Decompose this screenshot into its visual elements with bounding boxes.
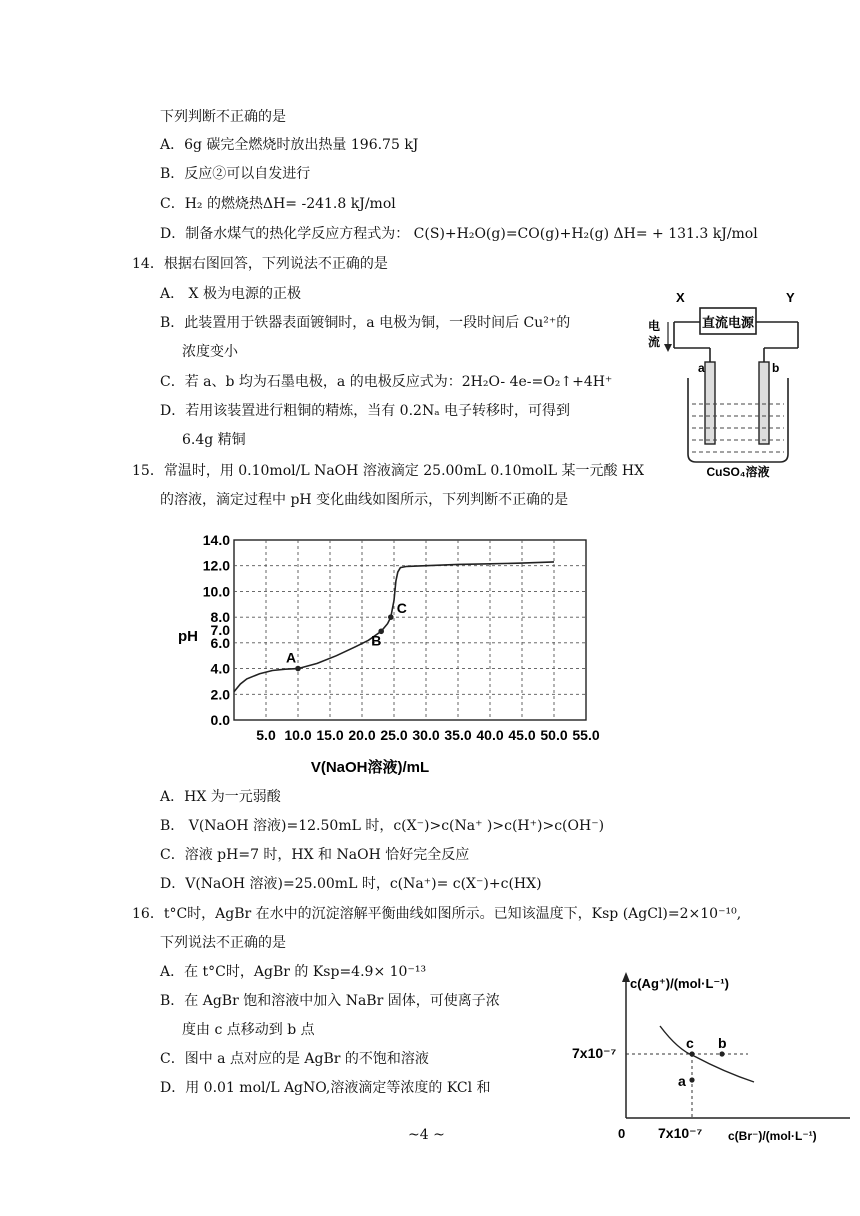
x-axis-label: V(NaOH溶液)/mL xyxy=(310,759,430,776)
q13-option-d: D．制备水煤气的热化学反应方程式为： C(S)+H₂O(g)=CO(g)+H₂(g) ΔH= + 131.3 kJ/mol xyxy=(160,226,758,242)
point-b-label: b xyxy=(718,1035,727,1051)
current-label-1: 电 xyxy=(648,319,661,333)
q16-option-a: A．在 t°C时，AgBr 的 Ksp=4.9× 10⁻¹³ xyxy=(160,964,427,980)
solution-label: CuSO₄溶液 xyxy=(706,465,770,479)
agbr-origin-label: 0 xyxy=(618,1126,626,1141)
x-tick-label: 30.0 xyxy=(412,727,440,743)
point-a xyxy=(295,666,301,672)
power-supply-label: 直流电源 xyxy=(701,315,755,330)
electrode-a xyxy=(705,362,715,444)
y-axis-label: pH xyxy=(178,628,198,645)
y-tick-label: 7.0 xyxy=(210,622,230,638)
q16-stem-line2: 下列说法不正确的是 xyxy=(160,935,286,951)
q13-option-a: A．6g 碳完全燃烧时放出热量 196.75 kJ xyxy=(160,137,419,153)
y-tick-label: 4.0 xyxy=(210,660,230,677)
electrolysis-figure xyxy=(640,284,820,480)
q15-option-c: C．溶液 pH=7 时，HX 和 NaOH 恰好完全反应 xyxy=(160,847,470,863)
agbr-solubility-chart xyxy=(568,968,858,1146)
q14-option-d-line1: D．若用该装置进行粗铜的精炼，当有 0.2Nₐ 电子转移时，可得到 xyxy=(160,403,571,419)
q13-option-c: C．H₂ 的燃烧热ΔH= -241.8 kJ/mol xyxy=(160,196,396,212)
point-a-label: a xyxy=(678,1073,686,1089)
point-label-b: B xyxy=(371,632,382,649)
y-tick-label: 12.0 xyxy=(202,557,230,574)
agbr-y-tick: 7x10⁻⁷ xyxy=(572,1045,617,1061)
q15-option-d: D．V(NaOH 溶液)=25.00mL 时，c(Na⁺)= c(X⁻)+c(HX) xyxy=(160,876,542,892)
point-label-c: C xyxy=(396,600,407,617)
q16-option-d: D．用 0.01 mol/L AgNO,溶液滴定等浓度的 KCl 和 xyxy=(160,1080,491,1096)
y-tick-label: 0.0 xyxy=(210,712,230,728)
point-c xyxy=(689,1051,694,1056)
current-arrow-icon xyxy=(664,322,672,352)
point-a xyxy=(689,1077,694,1082)
q16-option-b-line2: 度由 c 点移动到 b 点 xyxy=(182,1022,315,1038)
agbr-y-axis-label: c(Ag⁺)/(mol·L⁻¹) xyxy=(630,976,729,991)
point-label-a: A xyxy=(286,649,297,666)
q14-option-c: C．若 a、b 均为石墨电极，a 的电极反应式为：2H₂O- 4e-=O₂↑+4H⁺ xyxy=(160,374,613,390)
agbr-x-axis-label: c(Br⁻)/(mol·L⁻¹) xyxy=(728,1129,817,1143)
point-b xyxy=(719,1051,724,1056)
q16-option-c: C．图中 a 点对应的是 AgBr 的不饱和溶液 xyxy=(160,1051,429,1067)
y-axis-arrow-icon xyxy=(622,972,630,982)
x-tick-label: 35.0 xyxy=(444,727,472,743)
titration-chart xyxy=(170,528,610,780)
q16-option-b-line1: B．在 AgBr 饱和溶液中加入 NaBr 固体，可使离子浓 xyxy=(160,993,500,1009)
q16-stem-line1: 16．t°C时，AgBr 在水中的沉淀溶解平衡曲线如图所示。已知该温度下，Ksp (AgCl)=2×10⁻¹⁰, xyxy=(132,906,742,922)
agbr-x-tick: 7x10⁻⁷ xyxy=(658,1125,703,1141)
beaker xyxy=(688,378,788,462)
y-tick-label: 8.0 xyxy=(210,609,230,626)
point-c-label: c xyxy=(686,1035,694,1051)
electrode-b xyxy=(759,362,769,444)
figure-label-y: Y xyxy=(786,290,795,305)
x-tick-label: 55.0 xyxy=(572,727,600,743)
electrode-label-a: a xyxy=(698,361,705,375)
current-label-2: 流 xyxy=(648,335,661,349)
x-tick-label: 50.0 xyxy=(540,727,568,743)
point-c xyxy=(388,614,394,620)
figure-label-x: X xyxy=(676,290,685,305)
x-tick-label: 45.0 xyxy=(508,727,536,743)
q14-option-b-line2: 浓度变小 xyxy=(182,344,238,360)
x-tick-label: 25.0 xyxy=(380,727,408,743)
q14-option-a: A． X 极为电源的正极 xyxy=(160,286,301,302)
y-tick-label: 10.0 xyxy=(202,583,230,600)
q14-option-d-line2: 6.4g 精铜 xyxy=(182,432,246,448)
x-tick-label: 20.0 xyxy=(348,727,376,743)
q15-option-b: B． V(NaOH 溶液)=12.50mL 时，c(X⁻)>c(Na⁺ )>c(H⁺)>c(OH⁻) xyxy=(160,818,605,834)
electrode-label-b: b xyxy=(772,361,780,375)
y-tick-label: 14.0 xyxy=(202,532,230,548)
q13-stem: 下列判断不正确的是 xyxy=(160,109,286,125)
y-tick-label: 6.0 xyxy=(210,634,230,651)
x-tick-label: 15.0 xyxy=(316,727,344,743)
page-number: ~4 ~ xyxy=(408,1127,445,1143)
x-tick-label: 5.0 xyxy=(256,727,276,743)
x-tick-label: 10.0 xyxy=(284,727,312,743)
q14-stem: 14．根据右图回答，下列说法不正确的是 xyxy=(132,256,388,272)
q15-stem-line1: 15．常温时，用 0.10mol/L NaOH 溶液滴定 25.00mL 0.10molL 某一元酸 HX xyxy=(132,463,645,479)
q13-option-b: B．反应②可以自发进行 xyxy=(160,166,311,182)
q15-stem-line2: 的溶液，滴定过程中 pH 变化曲线如图所示，下列判断不正确的是 xyxy=(160,492,569,508)
x-tick-label: 40.0 xyxy=(476,727,504,743)
q14-option-b-line1: B．此装置用于铁器表面镀铜时，a 电极为铜，一段时间后 Cu²⁺的 xyxy=(160,315,571,331)
q15-option-a: A．HX 为一元弱酸 xyxy=(160,789,281,805)
y-tick-label: 2.0 xyxy=(210,686,230,703)
